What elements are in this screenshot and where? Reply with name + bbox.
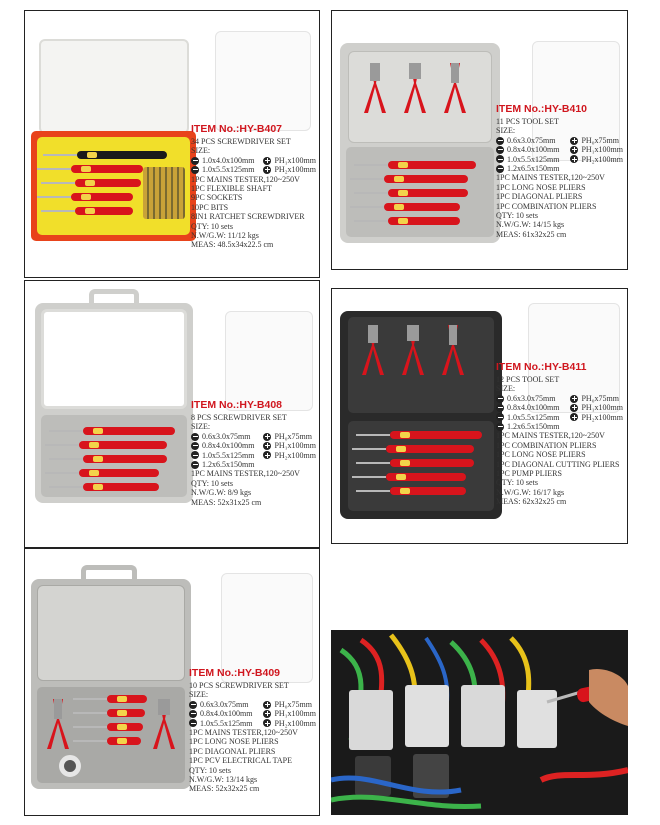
slotted-screwdriver-icon [189, 701, 197, 709]
slotted-screwdriver-icon [496, 155, 504, 163]
phillips-screwdriver-icon [570, 413, 578, 421]
spec-line: 9PC SOCKETS [191, 193, 243, 203]
item-number: ITEM No.:HY-B407 [191, 123, 283, 135]
phillips-size [570, 164, 626, 173]
phillips-screwdriver-icon [570, 146, 578, 154]
phillips-screwdriver-icon [263, 710, 271, 718]
spec-heading: 12 PCS TOOL SET [496, 375, 560, 384]
phillips-size-text: PH₂x100mm [274, 165, 316, 175]
slotted-screwdriver-icon [496, 404, 504, 412]
slotted-screwdriver-icon [189, 719, 197, 727]
slotted-screwdriver-icon [191, 451, 199, 459]
spec-line: QTY: 10 sets [191, 221, 233, 231]
slotted-screwdriver-icon [191, 157, 199, 165]
tool-case-image [340, 311, 502, 519]
wiring-photo [331, 630, 628, 815]
phillips-screwdriver-icon [263, 442, 271, 450]
size-table [191, 156, 317, 175]
screwdriver-case-image [31, 39, 196, 244]
slotted-size [191, 441, 255, 450]
phillips-screwdriver-icon [263, 451, 271, 459]
slotted-screwdriver-icon [496, 423, 504, 431]
spec-line: 1PC LONG NOSE PLIERS [189, 737, 279, 747]
phillips-size-text: PH₁x100mm [274, 155, 316, 165]
slotted-size-text: 1.2x6.5x150mm [507, 164, 560, 174]
slotted-screwdriver-icon [191, 433, 199, 441]
slotted-size [191, 156, 255, 165]
slotted-screwdriver-icon [496, 146, 504, 154]
spec-line: 1PC FLEXIBLE SHAFT [191, 184, 272, 194]
background-watermark [215, 31, 311, 131]
phillips-screwdriver-icon [570, 395, 578, 403]
phillips-size [263, 700, 319, 709]
slotted-screwdriver-icon [191, 461, 199, 469]
slotted-size-text: 0.8x4.0x100mm [200, 709, 253, 719]
phillips-size-text: PH₂x100mm [581, 412, 623, 422]
phillips-size-text: PH₂x100mm [581, 154, 623, 164]
spec-line: 1PC MAINS TESTER,120~250V [496, 173, 605, 183]
product-panel-hy-b411 [331, 288, 628, 544]
size-table [189, 700, 319, 728]
phillips-size-text: PH₀x75mm [581, 393, 619, 403]
product-panel-hy-b409 [24, 548, 320, 816]
spec-line: MEAS: 52x32x25 cm [189, 784, 260, 794]
tool-case-image [340, 43, 500, 243]
slotted-size-text: 0.8x4.0x100mm [507, 403, 560, 413]
phillips-screwdriver-icon [570, 155, 578, 163]
spec-heading: 11 PCS TOOL SET [496, 117, 559, 126]
slotted-size-text: 1.2x6.5x150mm [202, 460, 255, 470]
slotted-size [496, 155, 562, 164]
slotted-screwdriver-icon [191, 166, 199, 174]
phillips-size-text: PH₂x100mm [274, 718, 316, 728]
electrical-panel-photo [331, 630, 628, 815]
slotted-size-text: 1.0x5.5x125mm [202, 450, 255, 460]
spec-heading: SIZE: [496, 384, 516, 394]
size-table [496, 394, 626, 432]
phillips-screwdriver-icon [263, 166, 271, 174]
phillips-size-text: PH₀x75mm [581, 135, 619, 145]
spec-line: 1PC DIAGONAL PLIERS [189, 746, 276, 756]
slotted-size [189, 709, 255, 718]
spec-line: 1PC MAINS TESTER,120~250V [191, 469, 300, 479]
slotted-size-text: 0.6x3.0x75mm [507, 135, 556, 145]
spec-line: QTY: 10 sets [496, 211, 538, 221]
spec-heading: 10 PCS SCREWDRIVER SET [189, 681, 289, 690]
phillips-size-text: PH₂x100mm [274, 450, 316, 460]
spec-heading: SIZE: [496, 126, 516, 136]
slotted-screwdriver-icon [496, 413, 504, 421]
spec-line: 10PC BITS [191, 202, 229, 212]
product-info [191, 399, 317, 507]
slotted-size-text: 1.0x5.5x125mm [507, 154, 560, 164]
phillips-size [263, 432, 317, 441]
spec-line: 1PC PCV ELECTRICAL TAPE [189, 756, 293, 766]
spec-line: 1PC PUMP PLIERS [496, 469, 562, 479]
slotted-screwdriver-icon [496, 395, 504, 403]
spec-line: N.W/G.W: 13/14 kgs [189, 775, 258, 785]
product-info [191, 123, 317, 250]
spec-line: N.W/G.W: 14/15 kgs [496, 220, 565, 230]
spec-line: MEAS: 62x32x25 cm [496, 497, 567, 507]
spec-line: 1PC MAINS TESTER,120~250V [191, 174, 300, 184]
spec-line: 8IN1 RATCHET SCREWDRIVER [191, 212, 305, 222]
slotted-size [496, 403, 562, 412]
slotted-size-text: 1.0x4.0x100mm [202, 155, 255, 165]
slotted-screwdriver-icon [189, 710, 197, 718]
slotted-size-text: 0.6x3.0x75mm [200, 699, 249, 709]
slotted-size [189, 719, 255, 728]
spec-line: 1PC MAINS TESTER,120~250V [189, 728, 298, 738]
phillips-size-text: PH₁x100mm [581, 403, 623, 413]
spec-line: QTY: 10 sets [496, 478, 538, 488]
background-watermark [225, 311, 313, 411]
phillips-size [570, 422, 626, 431]
spec-line: 1PC MAINS TESTER,120~250V [496, 431, 605, 441]
slotted-size [496, 422, 562, 431]
phillips-size-text: PH₁x100mm [274, 441, 316, 451]
slotted-size [191, 451, 255, 460]
slotted-screwdriver-icon [496, 137, 504, 145]
spec-line: 1PC LONG NOSE PLIERS [496, 450, 586, 460]
phillips-size [263, 719, 319, 728]
phillips-size [263, 451, 317, 460]
slotted-size-text: 0.8x4.0x100mm [202, 441, 255, 451]
slotted-size [189, 700, 255, 709]
slotted-size [496, 136, 562, 145]
spec-line: MEAS: 48.5x34x22.5 cm [191, 240, 274, 250]
product-info [496, 361, 626, 507]
slotted-size-text: 1.0x5.5x125mm [507, 412, 560, 422]
slotted-size-text: 0.6x3.0x75mm [202, 431, 251, 441]
phillips-size [263, 441, 317, 450]
spec-line: 1PC COMBINATION PLIERS [496, 440, 597, 450]
phillips-size-text: PH₀x75mm [274, 431, 312, 441]
spec-line: 1PC DIAGONAL CUTTING PLIERS [496, 459, 620, 469]
phillips-size [263, 165, 317, 174]
product-info [496, 103, 626, 239]
spec-line: N.W/G.W: 11/12 kgs [191, 231, 259, 241]
phillips-size [570, 403, 626, 412]
spec-heading: 8 PCS SCREWDRIVER SET [191, 413, 287, 422]
product-panel-hy-b410 [331, 10, 628, 270]
size-table [191, 432, 317, 470]
slotted-screwdriver-icon [191, 442, 199, 450]
spec-line: 1PC LONG NOSE PLIERS [496, 182, 586, 192]
spec-line: MEAS: 52x31x25 cm [191, 497, 262, 507]
phillips-size [263, 460, 317, 469]
phillips-screwdriver-icon [570, 404, 578, 412]
spec-line: N.W/G.W: 8/9 kgs [191, 488, 252, 498]
phillips-size [263, 156, 317, 165]
slotted-size-text: 0.6x3.0x75mm [507, 393, 556, 403]
phillips-size [570, 155, 626, 164]
phillips-screwdriver-icon [570, 137, 578, 145]
phillips-size [570, 413, 626, 422]
size-table [496, 136, 626, 174]
slotted-size [191, 460, 255, 469]
spec-line: N.W/G.W: 16/17 kgs [496, 487, 565, 497]
spec-line: QTY: 10 sets [191, 478, 233, 488]
spec-line: 1PC DIAGONAL PLIERS [496, 192, 583, 202]
slotted-size [496, 145, 562, 154]
slotted-size-text: 0.8x4.0x100mm [507, 145, 560, 155]
phillips-size [263, 709, 319, 718]
phillips-screwdriver-icon [263, 157, 271, 165]
phillips-screwdriver-icon [263, 433, 271, 441]
item-number: ITEM No.:HY-B411 [496, 361, 587, 373]
phillips-size [570, 394, 626, 403]
phillips-size-text: PH₁x100mm [274, 709, 316, 719]
slotted-screwdriver-icon [496, 165, 504, 173]
slotted-size [496, 164, 562, 173]
phillips-screwdriver-icon [263, 701, 271, 709]
item-number: ITEM No.:HY-B410 [496, 103, 588, 115]
slotted-size [496, 394, 562, 403]
product-info [189, 667, 319, 794]
spec-line: 1PC COMBINATION PLIERS [496, 201, 597, 211]
item-number: ITEM No.:HY-B409 [189, 667, 281, 679]
screwdriver-case-image [35, 303, 193, 503]
product-panel-hy-b407 [24, 10, 320, 278]
spec-heading: SIZE: [191, 146, 211, 156]
spec-heading: 34 PCS SCREWDRIVER SET [191, 137, 291, 146]
slotted-size [191, 165, 255, 174]
slotted-size-text: 1.2x6.5x150mm [507, 422, 560, 432]
phillips-size-text: PH₁x100mm [581, 145, 623, 155]
product-panel-hy-b408 [24, 280, 320, 548]
spec-heading: SIZE: [191, 422, 211, 432]
spec-line: MEAS: 61x32x25 cm [496, 229, 567, 239]
phillips-size [570, 136, 626, 145]
phillips-screwdriver-icon [263, 719, 271, 727]
slotted-size-text: 1.0x5.5x125mm [202, 165, 255, 175]
phillips-size-text: PH₀x75mm [274, 699, 312, 709]
item-number: ITEM No.:HY-B408 [191, 399, 283, 411]
spec-heading: SIZE: [189, 690, 209, 700]
spec-line: QTY: 10 sets [189, 765, 231, 775]
slotted-size [496, 413, 562, 422]
tool-case-image [31, 579, 191, 789]
slotted-size-text: 1.0x5.5x125mm [200, 718, 253, 728]
slotted-size [191, 432, 255, 441]
phillips-size [570, 145, 626, 154]
